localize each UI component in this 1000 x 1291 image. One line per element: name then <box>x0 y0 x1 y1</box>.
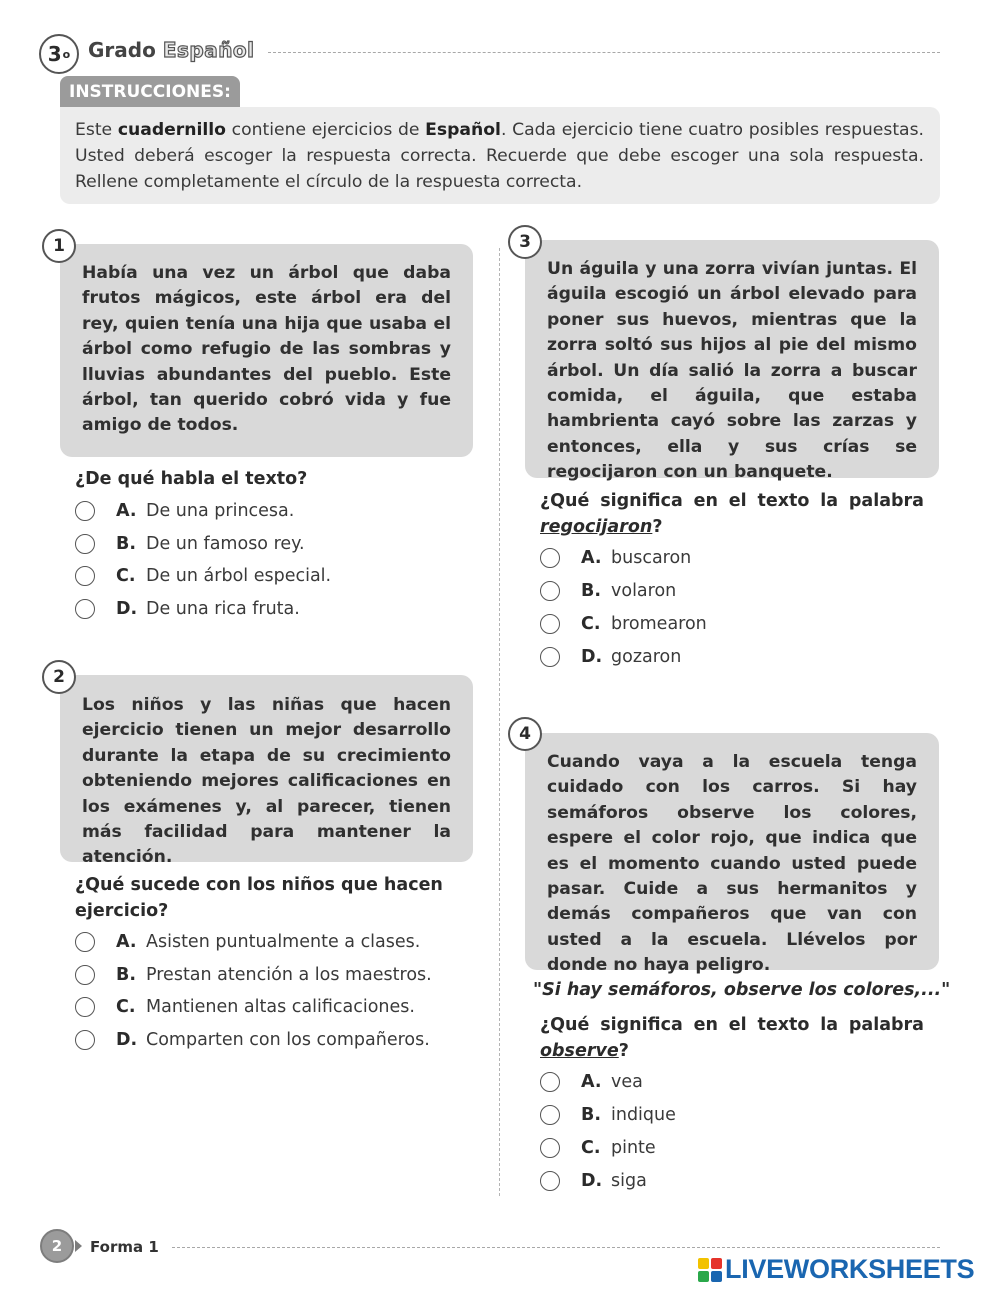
exercise-2-passage: Los niños y las niñas que hacen ejercicio tienen un mejor desarrollo durante la etapa de su crecimiento obteniendo mejores calificaciones en los exámenes y, al parecer, tienen más facilidad para mantener la atención. <box>60 675 473 862</box>
option-b[interactable] <box>75 963 432 987</box>
exercise-2-options <box>75 930 432 1052</box>
option-d[interactable] <box>540 645 707 669</box>
option-letter: A. <box>116 932 137 952</box>
logo-block <box>698 1258 709 1269</box>
exercise-2-number: 2 <box>42 660 76 694</box>
logo-block <box>698 1271 709 1282</box>
page-arrow-icon <box>75 1240 82 1252</box>
option-d[interactable] <box>75 1028 432 1052</box>
option-text: indique <box>611 1105 676 1125</box>
header-divider <box>268 52 940 53</box>
exercise-4-number: 4 <box>508 717 542 751</box>
radio-button[interactable] <box>75 932 95 952</box>
radio-button[interactable] <box>75 566 95 586</box>
option-text: De un famoso rey. <box>146 533 305 554</box>
option-letter: A. <box>581 548 602 568</box>
exercise-3-passage: Un águila y una zorra vivían juntas. El águila escogió un árbol elevado para poner sus huevos, mientras que la zorra soltó sus hijos al pie del mismo árbol. Un día salió la zorra a buscar comida, el águila, que estaba hambrienta cayó sobre las zarzas y entonces, ella y sus crías se regocijaron con un banquete. <box>525 240 939 478</box>
instructions-bold: Español <box>425 120 501 140</box>
instructions-tab: INSTRUCCIONES: <box>60 76 240 108</box>
option-text: Prestan atención a los maestros. <box>146 964 432 985</box>
radio-button[interactable] <box>75 1030 95 1050</box>
exercise-1-question: ¿De qué habla el texto? <box>75 469 308 489</box>
radio-button[interactable] <box>75 965 95 985</box>
exercise-4-options <box>540 1070 676 1193</box>
option-d[interactable] <box>540 1169 676 1193</box>
logo-block <box>711 1258 722 1269</box>
option-letter: C. <box>116 997 136 1017</box>
option-letter: B. <box>116 964 136 985</box>
question-text: ¿Qué significa en el texto la palabra <box>540 491 924 511</box>
option-b[interactable] <box>540 1103 676 1127</box>
option-text: pinte <box>611 1138 656 1158</box>
grade-number: 3 <box>47 42 62 66</box>
instructions-text: contiene ejercicios de <box>226 120 426 140</box>
grade-badge <box>39 34 79 74</box>
question-text: ? <box>652 517 663 537</box>
option-letter: D. <box>581 1171 603 1191</box>
exercise-3-number: 3 <box>508 225 542 259</box>
option-text: Mantienen altas calificaciones. <box>146 997 415 1017</box>
option-b[interactable] <box>540 579 707 603</box>
option-letter: C. <box>116 566 136 586</box>
option-letter: B. <box>581 581 601 601</box>
exercise-1-options <box>75 499 331 621</box>
option-text: vea <box>611 1072 643 1092</box>
subject-label: Español <box>162 38 255 62</box>
option-c[interactable] <box>75 564 331 588</box>
instructions-text: . Cada ejercicio tiene cuatro posibles respuestas. Usted deberá escoger la respuesta correcta. Recuerde que debe escoger una sola respuesta. Rellene completamente el círculo de la respuesta correcta. <box>75 120 925 192</box>
radio-button[interactable] <box>540 1138 560 1158</box>
radio-button[interactable] <box>540 614 560 634</box>
radio-button[interactable] <box>540 581 560 601</box>
option-a[interactable] <box>540 1070 676 1094</box>
option-text: buscaron <box>611 548 692 568</box>
form-label: Forma 1 <box>90 1238 159 1256</box>
option-a[interactable] <box>540 546 707 570</box>
exercise-4-passage: Cuando vaya a la escuela tenga cuidado con los carros. Si hay semáforos observe los colores, espere el color rojo, que indica que es el momento cuando usted puede pasar. Cuide a sus hermanitos y demás compañeros que van con usted a la escuela. Llévelos por donde no haya peligro. <box>525 733 939 970</box>
question-keyword: regocijaron <box>540 517 653 537</box>
option-letter: D. <box>581 647 603 667</box>
instructions-box <box>60 107 940 204</box>
option-letter: B. <box>116 533 136 554</box>
page-number-badge: 2 <box>40 1229 74 1263</box>
exercise-2-question: ¿Qué sucede con los niños que hacen ejercicio? <box>75 875 443 921</box>
quote-mark: " <box>941 980 951 1000</box>
option-letter: D. <box>116 1029 138 1050</box>
option-c[interactable] <box>540 612 707 636</box>
radio-button[interactable] <box>75 997 95 1017</box>
radio-button[interactable] <box>75 599 95 619</box>
grade-superscript: o <box>62 47 71 61</box>
logo-blocks-icon <box>698 1258 722 1282</box>
option-letter: D. <box>116 598 138 619</box>
option-text: De una rica fruta. <box>146 598 300 619</box>
question-text: ? <box>618 1041 629 1061</box>
option-text: De una princesa. <box>146 501 295 521</box>
page-title <box>88 38 255 62</box>
radio-button[interactable] <box>540 548 560 568</box>
quote-mark: " <box>533 980 543 1000</box>
option-c[interactable] <box>75 995 432 1019</box>
option-b[interactable] <box>75 532 331 556</box>
question-text: ¿Qué significa en el texto la palabra <box>540 1015 924 1035</box>
logo-block <box>711 1271 722 1282</box>
radio-button[interactable] <box>540 1171 560 1191</box>
exercise-4-quote <box>533 980 950 1000</box>
option-text: Asisten puntualmente a clases. <box>146 932 421 952</box>
option-letter: C. <box>581 1138 601 1158</box>
grade-label: Grado <box>88 38 156 62</box>
radio-button[interactable] <box>540 1072 560 1092</box>
option-text: volaron <box>611 581 677 601</box>
option-letter: C. <box>581 614 601 634</box>
column-divider <box>499 248 500 1196</box>
option-text: gozaron <box>611 647 682 667</box>
quote-text: Si hay semáforos, observe los colores,... <box>542 980 942 1000</box>
exercise-1-passage: Había una vez un árbol que daba frutos mágicos, este árbol era del rey, quien tenía una hija que usaba el árbol como refugio de las sombras y lluvias abundantes del pueblo. Este árbol, tan querido cobró vida y fue amigo de todos. <box>60 244 473 457</box>
instructions-bold: cuadernillo <box>117 120 226 140</box>
option-a[interactable] <box>75 499 331 523</box>
option-text: siga <box>611 1171 647 1191</box>
footer-divider <box>172 1247 940 1248</box>
radio-button[interactable] <box>540 647 560 667</box>
option-text: bromearon <box>611 614 707 634</box>
radio-button[interactable] <box>75 501 95 521</box>
question-keyword: observe <box>540 1041 619 1061</box>
brand-name: LIVEWORKSHEETS <box>725 1254 975 1284</box>
option-text: Comparten con los compañeros. <box>146 1029 430 1050</box>
option-letter: B. <box>581 1105 601 1125</box>
exercise-3-question <box>540 488 924 540</box>
option-letter: A. <box>581 1072 602 1092</box>
option-letter: A. <box>116 501 137 521</box>
option-d[interactable] <box>75 597 331 621</box>
option-text: De un árbol especial. <box>146 566 332 586</box>
exercise-3-options <box>540 546 707 669</box>
instructions-text: Este <box>75 120 118 140</box>
radio-button[interactable] <box>540 1105 560 1125</box>
exercise-1-number: 1 <box>42 229 76 263</box>
option-c[interactable] <box>540 1136 676 1160</box>
option-a[interactable] <box>75 930 432 954</box>
exercise-4-question <box>540 1012 924 1064</box>
radio-button[interactable] <box>75 534 95 554</box>
liveworksheets-logo[interactable] <box>698 1254 974 1285</box>
